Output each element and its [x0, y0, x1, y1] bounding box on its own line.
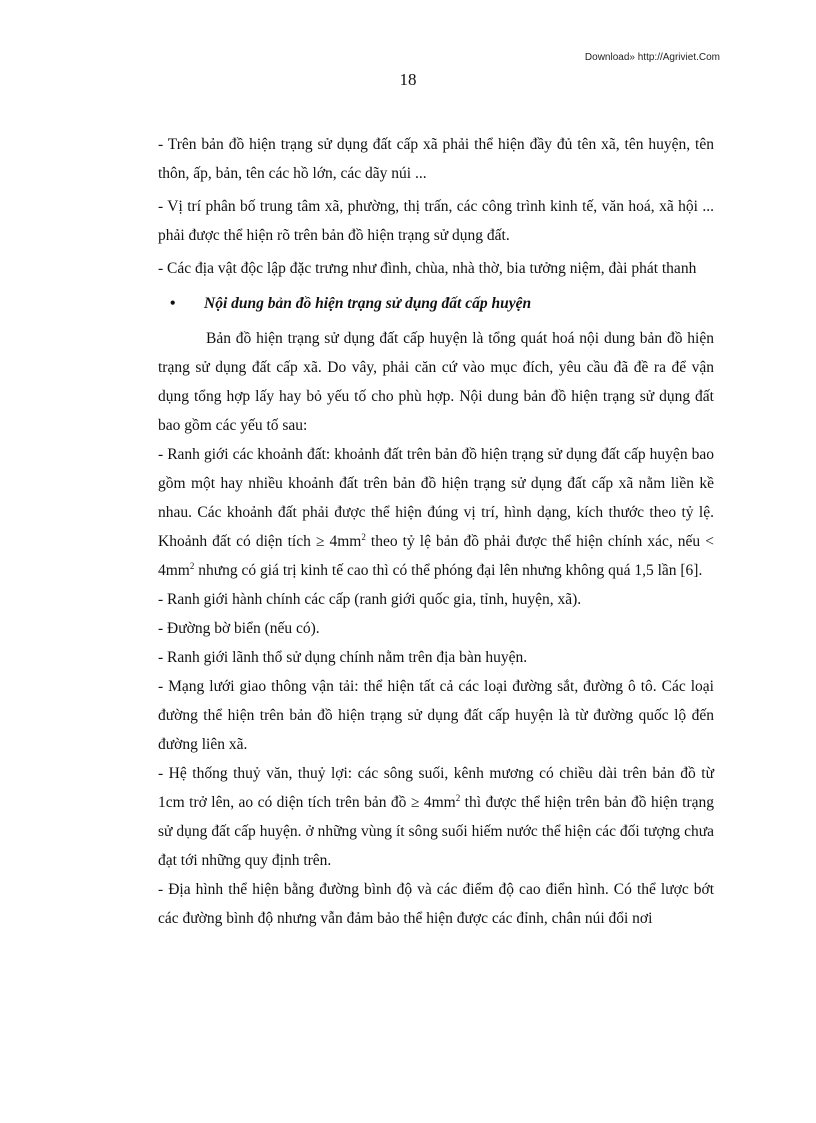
paragraph-district-intro: Bản đồ hiện trạng sử dụng đất cấp huyện là tổng quát hoá nội dung bản đồ hiện trạng sử dụng đất cấp xã. Do vây, phải căn cứ vào mục đích, yêu cầu đã đề ra để vận dụng tổng hợp lấy hay bỏ yếu tố cho phù hợp. Nội dung bản đồ hiện trạng sử dụng đất bao gồm các yếu tố sau:	[158, 330, 714, 434]
download-header: Download» http://Agriviet.Com	[584, 52, 720, 63]
paragraph-terrain: - Địa hình thể hiện bằng đường bình độ và các điểm độ cao điển hình. Có thể lược bớt các đường bình độ nhưng vẫn đảm bảo thể hiện được các đỉnh, chân núi đổi nơi	[158, 881, 714, 927]
hydrology-text-1: - Hệ thống thuỷ văn, thuỷ lợi: các sông suối, kênh mương có chiều dài trên bản đồ từ 1cm trở lên, ao có diện tích trên bản đồ ≥ 4mm	[158, 765, 714, 811]
page-number: 18	[399, 70, 417, 89]
hydrology-text-2: thì được thể hiện trên bản đồ hiện trạng sử dụng đất cấp huyện. ở những vùng ít sông suối hiếm nước thể hiện các đối tượng chưa đạt tới những quy định trên.	[158, 794, 714, 869]
parcel-text-2: theo tỷ lệ bản đồ phải được thể hiện chính xác, nếu < 4mm	[158, 533, 714, 579]
paragraph-commune-centers: - Vị trí phân bố trung tâm xã, phường, thị trấn, các công trình kinh tế, văn hoá, xã hội ... phải được thể hiện rõ trên bản đồ hiện trạng sử dụng đất.	[158, 198, 714, 244]
superscript-2: 2	[455, 792, 461, 803]
paragraph-parcel-boundaries	[158, 440, 714, 585]
superscript-2: 2	[189, 560, 195, 571]
paragraph-coastline: - Đường bờ biển (nếu có).	[158, 620, 320, 637]
paragraph-admin-boundaries: - Ranh giới hành chính các cấp (ranh giới quốc gia, tỉnh, huyện, xã).	[158, 591, 582, 608]
section-heading-text: Nội dung bản đồ hiện trạng sử dụng đất cấp huyện	[204, 295, 532, 312]
superscript-2: 2	[361, 531, 366, 542]
paragraph-hydrology	[158, 759, 714, 875]
document-body	[158, 130, 714, 933]
bullet-icon: •	[170, 295, 176, 312]
paragraph-transport: - Mạng lưới giao thông vận tải: thể hiện tất cả các loại đường sắt, đường ô tô. Các loại đường thể hiện trên bản đồ hiện trạng sử dụng đất cấp huyện là từ đường quốc lộ đến đường liên xã.	[158, 678, 714, 753]
paragraph-territory: - Ranh giới lãnh thổ sử dụng chính nằm trên địa bàn huyện.	[158, 649, 528, 666]
paragraph-landmarks: - Các địa vật độc lập đặc trưng như đình, chùa, nhà thờ, bia tưởng niệm, đài phát thanh	[158, 260, 697, 277]
section-heading	[158, 289, 714, 318]
parcel-text-3: nhưng có giá trị kinh tế cao thì có thể phóng đại lên nhưng không quá 1,5 lần [6].	[194, 562, 703, 579]
parcel-text-1: - Ranh giới các khoảnh đất: khoảnh đất trên bản đồ hiện trạng sử dụng đất cấp huyện bao gồm một hay nhiều khoảnh đất trên bản đồ hiện trạng sử dụng đất cấp xã nằm liền kề nhau. Các khoảnh đất phải được thể hiện đúng vị trí, hình dạng, kích thước theo tỷ lệ. Khoảnh đất có diện tích ≥ 4mm	[158, 446, 714, 550]
paragraph-commune-names: - Trên bản đồ hiện trạng sử dụng đất cấp xã phải thể hiện đầy đủ tên xã, tên huyện, tên thôn, ấp, bản, tên các hồ lớn, các dãy núi ...	[158, 136, 714, 182]
